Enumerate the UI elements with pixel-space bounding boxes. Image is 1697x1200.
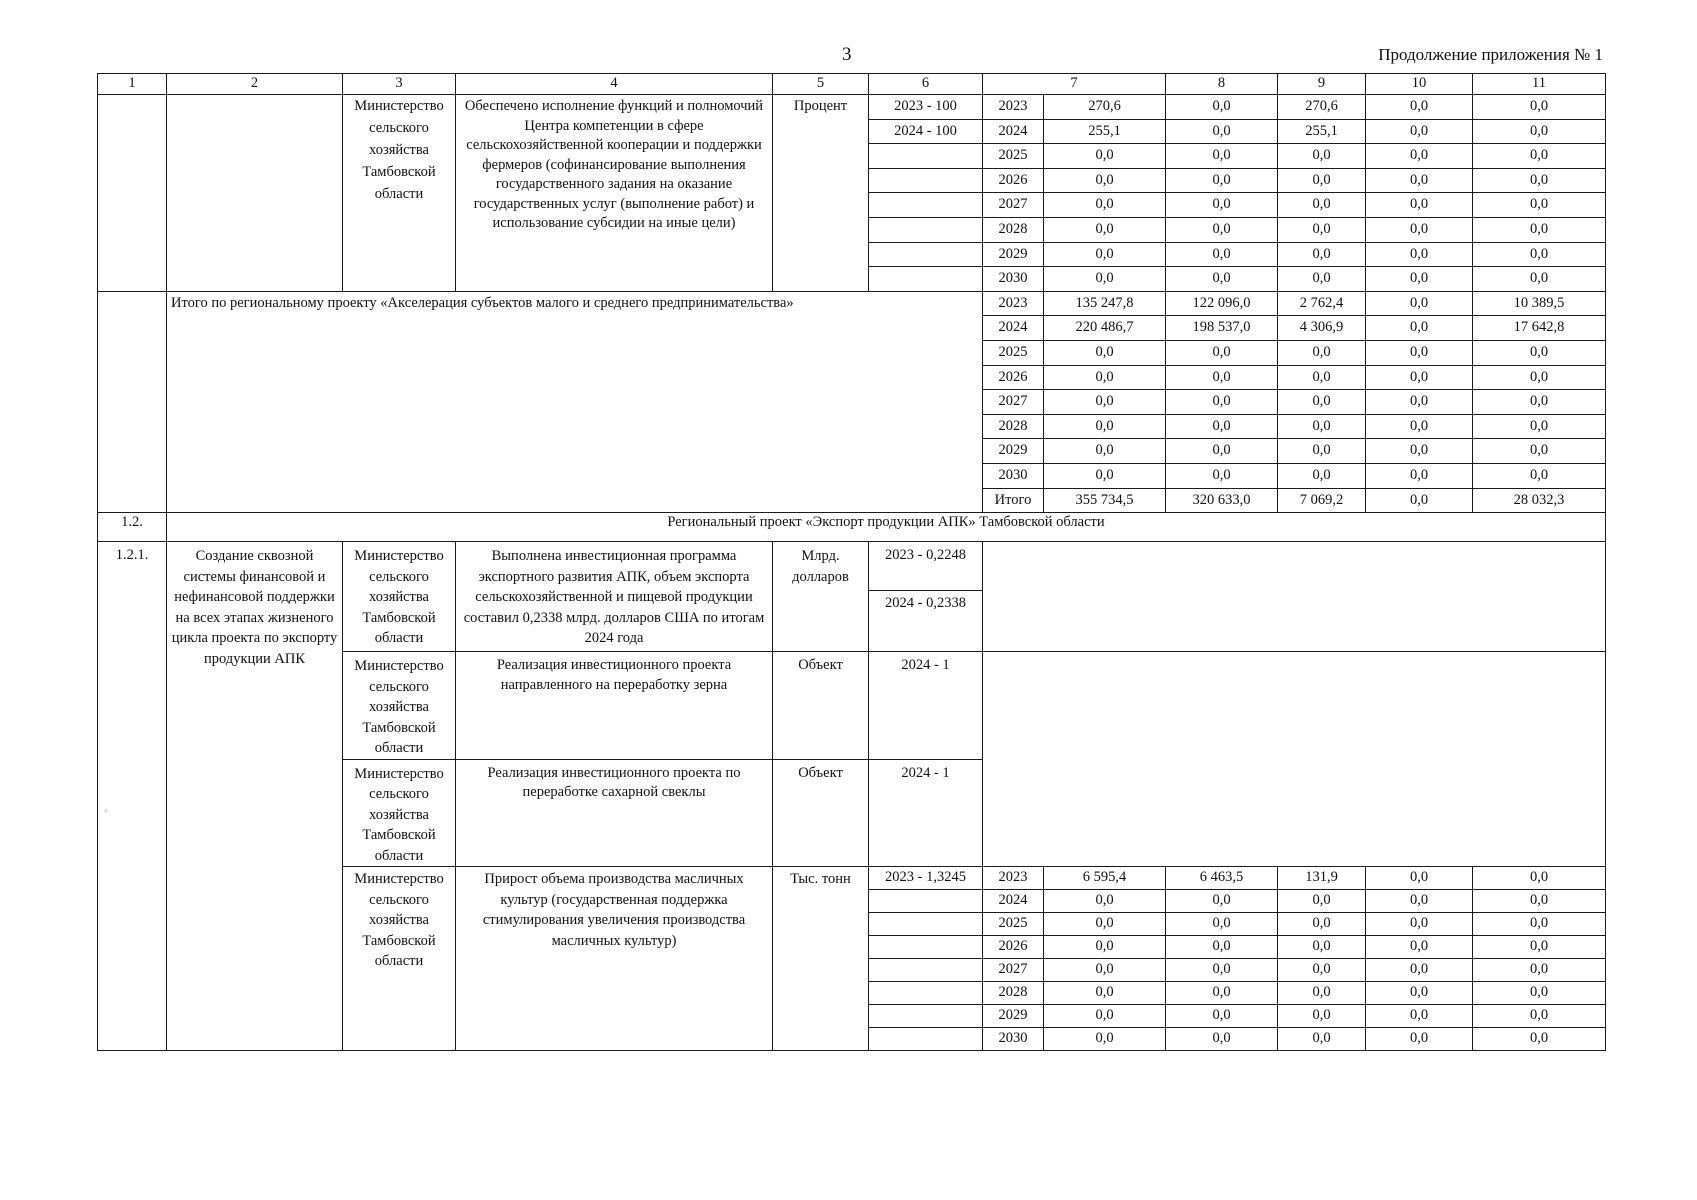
year-cell: 2025 [983, 144, 1044, 169]
header-cell: 9 [1278, 74, 1366, 95]
local-value-cell: 0,0 [1366, 867, 1473, 890]
total1-rows [98, 291, 1606, 512]
empty-cell [98, 95, 167, 292]
total-value-cell: 0,0 [1044, 340, 1166, 365]
target-cell [869, 168, 983, 193]
ministry-cell: Министерство сельского хозяйства Тамбовской области [343, 95, 456, 292]
total-value-cell: 0,0 [1044, 390, 1166, 415]
target-cell [869, 242, 983, 267]
federal-value-cell: 6 463,5 [1166, 867, 1278, 890]
regional-value-cell: 4 306,9 [1278, 316, 1366, 341]
federal-value-cell: 0,0 [1166, 913, 1278, 936]
local-value-cell: 0,0 [1366, 982, 1473, 1005]
local-value-cell: 0,0 [1366, 463, 1473, 488]
year-cell: 2026 [983, 168, 1044, 193]
item-name-cell: Создание сквозной системы финансовой и нефинансовой поддержки на всех этапах жизненого цикла проекта по экспорту продукции АПК [167, 542, 343, 1051]
regional-value-cell: 0,0 [1278, 959, 1366, 982]
regional-value-cell: 0,0 [1278, 340, 1366, 365]
total-value-cell: 0,0 [1044, 463, 1166, 488]
year-cell: 2028 [983, 414, 1044, 439]
regional-value-cell: 0,0 [1278, 267, 1366, 292]
local-value-cell: 0,0 [1366, 913, 1473, 936]
regional-value-cell: 270,6 [1278, 95, 1366, 120]
target-cell: 2024 - 100 [869, 119, 983, 144]
target-cell [869, 217, 983, 242]
federal-value-cell: 0,0 [1166, 936, 1278, 959]
local-value-cell: 0,0 [1366, 439, 1473, 464]
regional-value-cell: 0,0 [1278, 242, 1366, 267]
year-cell: 2024 [983, 316, 1044, 341]
other-value-cell: 0,0 [1473, 365, 1606, 390]
total-value-cell: 0,0 [1044, 242, 1166, 267]
federal-value-cell: 0,0 [1166, 439, 1278, 464]
total-value-cell: 6 595,4 [1044, 867, 1166, 890]
empty-cell [983, 652, 1606, 867]
header-cell: 4 [456, 74, 773, 95]
local-value-cell: 0,0 [1366, 95, 1473, 120]
total-value-cell: 355 734,5 [1044, 488, 1166, 513]
scan-mark: ° [104, 808, 108, 819]
year-cell: 2028 [983, 217, 1044, 242]
empty-cell [98, 291, 167, 512]
other-value-cell: 0,0 [1473, 242, 1606, 267]
regional-value-cell: 131,9 [1278, 867, 1366, 890]
page-number: 3 [842, 44, 852, 65]
local-value-cell: 0,0 [1366, 340, 1473, 365]
regional-value-cell: 2 762,4 [1278, 291, 1366, 316]
federal-value-cell: 0,0 [1166, 365, 1278, 390]
regional-value-cell: 0,0 [1278, 1005, 1366, 1028]
item-number-cell: 1.2.1. [98, 542, 167, 1051]
federal-value-cell: 0,0 [1166, 1005, 1278, 1028]
other-value-cell: 0,0 [1473, 267, 1606, 292]
unit-cell: Процент [773, 95, 869, 292]
federal-value-cell: 0,0 [1166, 390, 1278, 415]
total-value-cell: 0,0 [1044, 144, 1166, 169]
regional-value-cell: 0,0 [1278, 193, 1366, 218]
regional-value-cell: 0,0 [1278, 414, 1366, 439]
total-value-cell: 0,0 [1044, 913, 1166, 936]
result-cell: Выполнена инвестиционная программа экспортного развития АПК, объем экспорта сельскохозяйственной и пищевой продукции составил 0,2338 млрд. долларов США по итогам 2024 года [456, 542, 773, 652]
header-row [98, 74, 1606, 95]
federal-value-cell: 0,0 [1166, 982, 1278, 1005]
regional-value-cell: 255,1 [1278, 119, 1366, 144]
local-value-cell: 0,0 [1366, 390, 1473, 415]
year-cell: 2026 [983, 936, 1044, 959]
total-value-cell: 220 486,7 [1044, 316, 1166, 341]
year-cell: 2027 [983, 193, 1044, 218]
appendix-table [97, 73, 1606, 1051]
table-row [98, 95, 1606, 120]
total-value-cell: 0,0 [1044, 193, 1166, 218]
total-label-cell: Итого по региональному проекту «Акселерация субъектов малого и среднего предпринимательства» [167, 291, 983, 512]
header-cell: 2 [167, 74, 343, 95]
local-value-cell: 0,0 [1366, 291, 1473, 316]
header-cell: 1 [98, 74, 167, 95]
local-value-cell: 0,0 [1366, 959, 1473, 982]
header-cell: 11 [1473, 74, 1606, 95]
total-value-cell: 0,0 [1044, 217, 1166, 242]
federal-value-cell: 0,0 [1166, 168, 1278, 193]
target-cell [869, 267, 983, 292]
empty-cell [983, 542, 1606, 652]
other-value-cell: 0,0 [1473, 959, 1606, 982]
year-cell: 2027 [983, 390, 1044, 415]
total-value-cell: 0,0 [1044, 890, 1166, 913]
local-value-cell: 0,0 [1366, 488, 1473, 513]
unit-cell: Тыс. тонн [773, 867, 869, 1051]
target-cell [869, 1005, 983, 1028]
total-value-cell: 0,0 [1044, 959, 1166, 982]
section-title-cell: Региональный проект «Экспорт продукции АПК» Тамбовской области [167, 513, 1606, 542]
local-value-cell: 0,0 [1366, 267, 1473, 292]
target-cell [869, 193, 983, 218]
regional-value-cell: 0,0 [1278, 439, 1366, 464]
target-cell [869, 1028, 983, 1051]
target-cell: 2024 - 0,2338 [869, 591, 983, 652]
block1-rows [98, 95, 1606, 292]
regional-value-cell: 0,0 [1278, 168, 1366, 193]
table-row [98, 542, 1606, 591]
regional-value-cell: 0,0 [1278, 982, 1366, 1005]
unit-cell: Млрд. долларов [773, 542, 869, 652]
local-value-cell: 0,0 [1366, 1005, 1473, 1028]
other-value-cell: 0,0 [1473, 168, 1606, 193]
target-cell: 2024 - 1 [869, 759, 983, 867]
federal-value-cell: 320 633,0 [1166, 488, 1278, 513]
total-value-cell: 0,0 [1044, 936, 1166, 959]
other-value-cell: 0,0 [1473, 119, 1606, 144]
total-value-cell: 0,0 [1044, 982, 1166, 1005]
federal-value-cell: 0,0 [1166, 193, 1278, 218]
local-value-cell: 0,0 [1366, 144, 1473, 169]
local-value-cell: 0,0 [1366, 242, 1473, 267]
target-cell [869, 959, 983, 982]
total-value-cell: 0,0 [1044, 267, 1166, 292]
other-value-cell: 0,0 [1473, 340, 1606, 365]
local-value-cell: 0,0 [1366, 414, 1473, 439]
other-value-cell: 0,0 [1473, 95, 1606, 120]
local-value-cell: 0,0 [1366, 168, 1473, 193]
year-cell: 2024 [983, 119, 1044, 144]
local-value-cell: 0,0 [1366, 1028, 1473, 1051]
result-cell: Реализация инвестиционного проекта по переработке сахарной свеклы [456, 759, 773, 867]
total-value-cell: 0,0 [1044, 168, 1166, 193]
regional-value-cell: 0,0 [1278, 365, 1366, 390]
year-cell: 2030 [983, 267, 1044, 292]
other-value-cell: 0,0 [1473, 439, 1606, 464]
total-value-cell: 0,0 [1044, 1005, 1166, 1028]
year-cell: 2027 [983, 959, 1044, 982]
total-value-cell: 0,0 [1044, 439, 1166, 464]
other-value-cell: 0,0 [1473, 936, 1606, 959]
header-cell: 8 [1166, 74, 1278, 95]
target-cell [869, 890, 983, 913]
local-value-cell: 0,0 [1366, 119, 1473, 144]
ministry-cell: Министерство сельского хозяйства Тамбовской области [343, 652, 456, 760]
unit-cell: Объект [773, 652, 869, 760]
federal-value-cell: 0,0 [1166, 217, 1278, 242]
year-cell: 2030 [983, 1028, 1044, 1051]
target-cell: 2024 - 1 [869, 652, 983, 760]
total-value-cell: 135 247,8 [1044, 291, 1166, 316]
other-value-cell: 0,0 [1473, 144, 1606, 169]
regional-value-cell: 0,0 [1278, 217, 1366, 242]
local-value-cell: 0,0 [1366, 316, 1473, 341]
total-value-cell: 270,6 [1044, 95, 1166, 120]
other-value-cell: 0,0 [1473, 867, 1606, 890]
year-cell: Итого [983, 488, 1044, 513]
federal-value-cell: 0,0 [1166, 95, 1278, 120]
header-cell: 10 [1366, 74, 1473, 95]
unit-cell: Объект [773, 759, 869, 867]
result-cell: Прирост объема производства масличных культур (государственная поддержка стимулирования увеличения производства масличных культур) [456, 867, 773, 1051]
ministry-cell: Министерство сельского хозяйства Тамбовской области [343, 867, 456, 1051]
section-row [98, 513, 1606, 542]
year-cell: 2029 [983, 439, 1044, 464]
total-value-cell: 0,0 [1044, 1028, 1166, 1051]
other-value-cell: 0,0 [1473, 982, 1606, 1005]
regional-value-cell: 0,0 [1278, 144, 1366, 169]
federal-value-cell: 198 537,0 [1166, 316, 1278, 341]
regional-value-cell: 7 069,2 [1278, 488, 1366, 513]
federal-value-cell: 0,0 [1166, 340, 1278, 365]
local-value-cell: 0,0 [1366, 890, 1473, 913]
federal-value-cell: 0,0 [1166, 890, 1278, 913]
target-cell: 2023 - 0,2248 [869, 542, 983, 591]
other-value-cell: 0,0 [1473, 463, 1606, 488]
federal-value-cell: 0,0 [1166, 1028, 1278, 1051]
federal-value-cell: 0,0 [1166, 144, 1278, 169]
target-cell [869, 144, 983, 169]
header-cell: 7 [983, 74, 1166, 95]
local-value-cell: 0,0 [1366, 217, 1473, 242]
header-cell: 6 [869, 74, 983, 95]
empty-cell [167, 95, 343, 292]
year-cell: 2029 [983, 1005, 1044, 1028]
other-value-cell: 0,0 [1473, 1005, 1606, 1028]
regional-value-cell: 0,0 [1278, 390, 1366, 415]
total-value-cell: 255,1 [1044, 119, 1166, 144]
other-value-cell: 0,0 [1473, 1028, 1606, 1051]
target-cell: 2023 - 100 [869, 95, 983, 120]
total-value-cell: 0,0 [1044, 365, 1166, 390]
year-cell: 2029 [983, 242, 1044, 267]
result-cell: Обеспечено исполнение функций и полномочий Центра компетенции в сфере сельскохозяйственной кооперации и поддержки фермеров (софинансирование выполнения государственного задания на оказание государственных услуг (выполнение работ) и использование субсидии на иные цели) [456, 95, 773, 292]
federal-value-cell: 0,0 [1166, 959, 1278, 982]
year-cell: 2026 [983, 365, 1044, 390]
total-value-cell: 0,0 [1044, 414, 1166, 439]
year-cell: 2024 [983, 890, 1044, 913]
local-value-cell: 0,0 [1366, 193, 1473, 218]
target-cell: 2023 - 1,3245 [869, 867, 983, 890]
year-cell: 2023 [983, 291, 1044, 316]
regional-value-cell: 0,0 [1278, 890, 1366, 913]
other-value-cell: 0,0 [1473, 913, 1606, 936]
federal-value-cell: 122 096,0 [1166, 291, 1278, 316]
result-cell: Реализация инвестиционного проекта направленного на переработку зерна [456, 652, 773, 760]
federal-value-cell: 0,0 [1166, 119, 1278, 144]
regional-value-cell: 0,0 [1278, 463, 1366, 488]
federal-value-cell: 0,0 [1166, 414, 1278, 439]
target-cell [869, 982, 983, 1005]
target-cell [869, 936, 983, 959]
regional-value-cell: 0,0 [1278, 1028, 1366, 1051]
year-cell: 2028 [983, 982, 1044, 1005]
ministry-cell: Министерство сельского хозяйства Тамбовской области [343, 542, 456, 652]
other-value-cell: 10 389,5 [1473, 291, 1606, 316]
header-cell: 3 [343, 74, 456, 95]
year-cell: 2023 [983, 867, 1044, 890]
target-cell [869, 913, 983, 936]
regional-value-cell: 0,0 [1278, 936, 1366, 959]
local-value-cell: 0,0 [1366, 365, 1473, 390]
other-value-cell: 0,0 [1473, 193, 1606, 218]
federal-value-cell: 0,0 [1166, 463, 1278, 488]
year-cell: 2025 [983, 913, 1044, 936]
ministry-cell: Министерство сельского хозяйства Тамбовской области [343, 759, 456, 867]
regional-value-cell: 0,0 [1278, 913, 1366, 936]
table-row [98, 291, 1606, 316]
other-value-cell: 28 032,3 [1473, 488, 1606, 513]
other-value-cell: 0,0 [1473, 217, 1606, 242]
section-number-cell: 1.2. [98, 513, 167, 542]
year-cell: 2023 [983, 95, 1044, 120]
year-cell: 2030 [983, 463, 1044, 488]
header-cell: 5 [773, 74, 869, 95]
local-value-cell: 0,0 [1366, 936, 1473, 959]
other-value-cell: 0,0 [1473, 414, 1606, 439]
section-rows [98, 513, 1606, 1051]
other-value-cell: 0,0 [1473, 890, 1606, 913]
other-value-cell: 0,0 [1473, 390, 1606, 415]
year-cell: 2025 [983, 340, 1044, 365]
federal-value-cell: 0,0 [1166, 267, 1278, 292]
federal-value-cell: 0,0 [1166, 242, 1278, 267]
other-value-cell: 17 642,8 [1473, 316, 1606, 341]
continuation-label: Продолжение приложения № 1 [1378, 45, 1603, 64]
